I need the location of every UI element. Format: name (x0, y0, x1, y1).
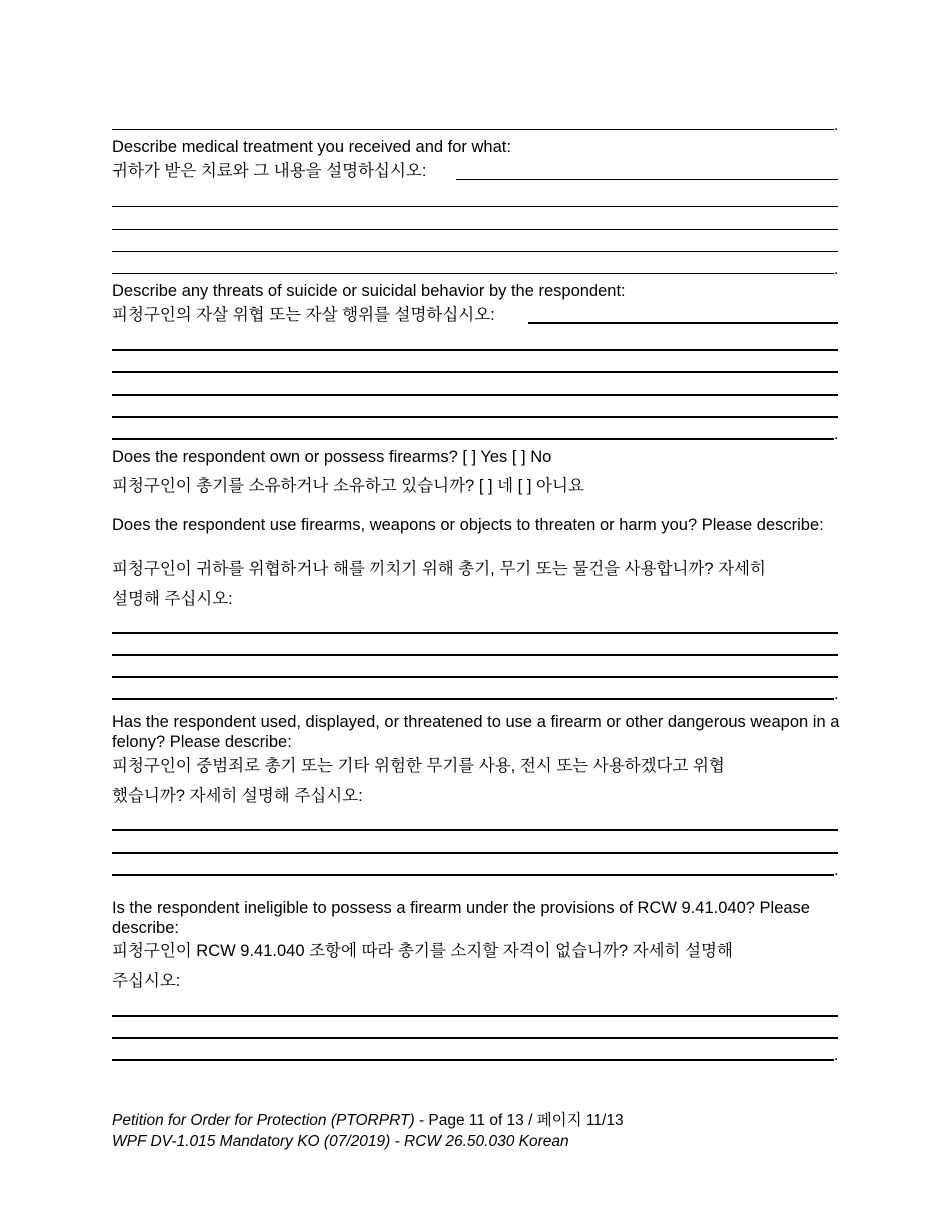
answer-line[interactable] (112, 676, 838, 678)
felony-question-ko-line2: 했습니까? 자세히 설명해 주십시오: (112, 787, 363, 805)
answer-line[interactable] (112, 416, 838, 418)
answer-line[interactable] (528, 322, 838, 324)
suicide-question-ko: 피청구인의 자살 위협 또는 자살 행위를 설명하십시오: (112, 306, 495, 324)
answer-line[interactable] (112, 229, 838, 230)
period-mark: . (834, 1047, 839, 1064)
answer-line[interactable] (112, 273, 834, 274)
medical-question-en: Describe medical treatment you received and for what: (112, 138, 511, 156)
answer-line[interactable] (112, 129, 834, 130)
ineligible-question-en: Is the respondent ineligible to possess a firearm under the provisions of RCW 9.41.040? Please describe: (112, 899, 810, 937)
medical-question-ko: 귀하가 받은 치료와 그 내용을 설명하십시오: (112, 162, 427, 180)
answer-line[interactable] (112, 371, 838, 373)
period-mark: . (834, 686, 839, 703)
answer-line[interactable] (112, 698, 834, 700)
firearms-own-question-en: Does the respondent own or possess firearms? [ ] Yes [ ] No (112, 448, 552, 466)
footer-form-title: Petition for Order for Protection (PTORPRT) (112, 1112, 415, 1129)
suicide-question-en: Describe any threats of suicide or suicidal behavior by the respondent: (112, 282, 626, 300)
answer-line[interactable] (112, 394, 838, 396)
footer-line-2: WPF DV-1.015 Mandatory KO (07/2019) - RCW 26.50.030 Korean (112, 1133, 569, 1150)
answer-line[interactable] (112, 829, 838, 831)
answer-line[interactable] (112, 438, 834, 440)
answer-line[interactable] (112, 206, 838, 207)
answer-line[interactable] (112, 1015, 838, 1017)
ineligible-question-ko-line2: 주십시오: (112, 972, 181, 990)
firearms-use-question-ko-line2: 설명해 주십시오: (112, 590, 233, 608)
answer-line[interactable] (112, 1059, 834, 1061)
answer-line[interactable] (112, 654, 838, 656)
felony-question-ko-line1: 피청구인이 중범죄로 총기 또는 기타 위험한 무기를 사용, 전시 또는 사용하겠다고 위협 (112, 757, 725, 775)
footer-line-1 (112, 1110, 624, 1131)
answer-line[interactable] (112, 852, 838, 854)
answer-line[interactable] (456, 179, 838, 180)
firearms-use-question-en: Does the respondent use firearms, weapons or objects to threaten or harm you? Please describe: (112, 516, 824, 534)
answer-line[interactable] (112, 349, 838, 351)
period-mark: . (834, 117, 839, 134)
period-mark: . (834, 261, 839, 278)
answer-line[interactable] (112, 1037, 838, 1039)
firearms-use-question-ko-line1: 피청구인이 귀하를 위협하거나 해를 끼치기 위해 총기, 무기 또는 물건을 사용합니까? 자세히 (112, 560, 766, 578)
answer-line[interactable] (112, 874, 834, 876)
period-mark: . (834, 862, 839, 879)
answer-line[interactable] (112, 251, 838, 252)
footer-page-info: - Page 11 of 13 / 페이지 11/13 (414, 1112, 624, 1129)
ineligible-question-ko-line1: 피청구인이 RCW 9.41.040 조항에 따라 총기를 소지할 자격이 없습니까? 자세히 설명해 (112, 942, 733, 960)
firearms-own-question-ko: 피청구인이 총기를 소유하거나 소유하고 있습니까? [ ] 네 [ ] 아니요 (112, 477, 584, 495)
answer-line[interactable] (112, 632, 838, 634)
felony-question-en: Has the respondent used, displayed, or threatened to use a firearm or other dangerous weapon in a felony? Please describe: (112, 713, 840, 751)
period-mark: . (834, 426, 839, 443)
